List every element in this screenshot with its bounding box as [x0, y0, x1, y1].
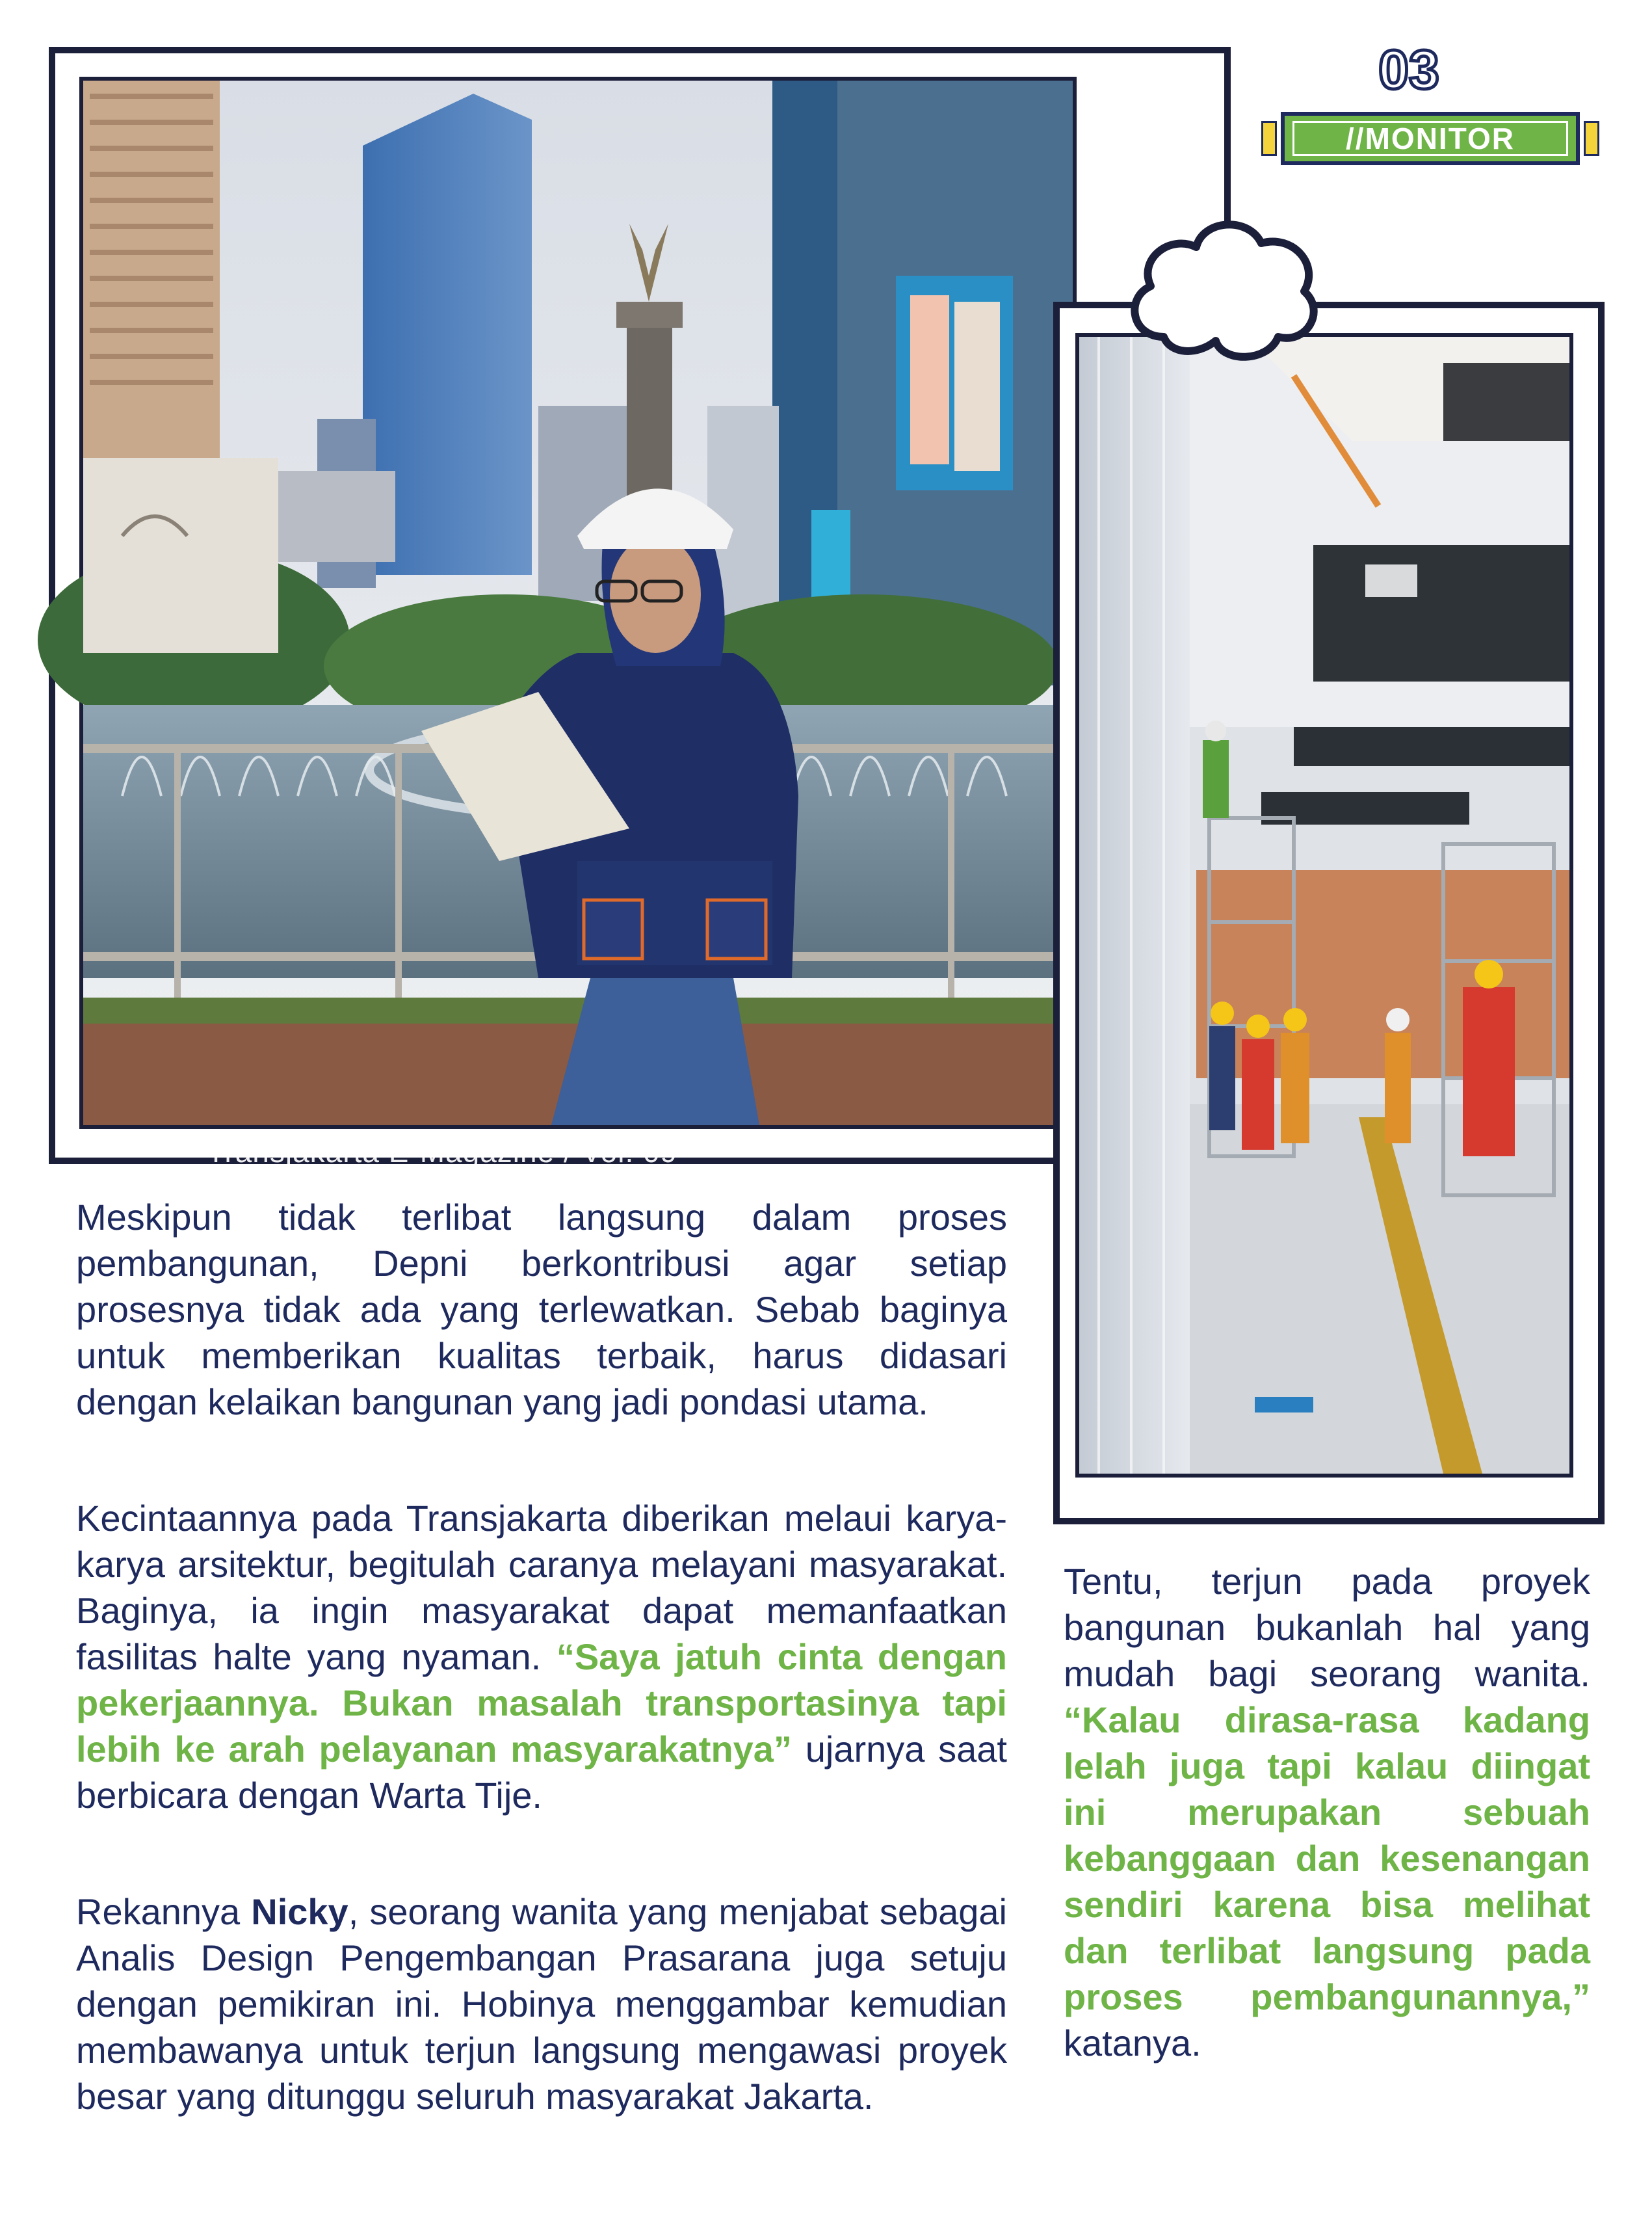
tag-body	[1281, 112, 1580, 165]
paragraph-2-tail: ujarnya saat berbicara dengan Warta Tije.	[76, 1729, 1007, 1816]
page-number	[1373, 39, 1445, 99]
tag-left-cap	[1261, 121, 1277, 156]
paragraph-4-text: Tentu, terjun pada proyek bangunan bukanlah hal yang mudah bagi seorang wanita.	[1064, 1561, 1590, 1694]
paragraph-4-tail: katanya.	[1064, 2022, 1201, 2063]
paragraph-3-name: Nicky	[251, 1891, 348, 1932]
section-tag-label: //MONITOR	[1346, 122, 1515, 155]
paragraph-2-text: Kecintaannya pada Transjakarta diberikan melaui karya-karya arsitektur, begitulah caranya melayani masyarakat. Baginya, ia ingin masyarakat dapat memanfaatkan fasilitas halte yang nyaman.	[76, 1498, 1007, 1677]
paragraph-1: Meskipun tidak terlibat langsung dalam proses pembangunan, Depni berkontribusi agar setiap prosesnya tidak ada yang terlewatkan. Sebab baginya untuk memberikan kualitas terbaik, harus didasari dengan kelaikan bangunan yang jadi pondasi utama.	[76, 1197, 1007, 1422]
paragraph-4-quote: “Kalau dirasa-rasa kadang lelah juga tapi kalau diingat ini merupakan sebuah kebanggaan dan kesenangan sendiri karena bisa melihat dan terlibat langsung pada proses pembangunannya,”	[1064, 1699, 1590, 2017]
paragraph-3	[76, 1889, 1007, 2119]
paragraph-2-quote: “Saya jatuh cinta dengan pekerjaannya. Bukan masalah transportasinya tapi lebih ke arah pelayanan masyarakatnya”	[76, 1636, 1007, 1770]
section-tag	[1261, 112, 1599, 165]
tag-right-cap	[1584, 121, 1599, 156]
paragraph-4	[1064, 1558, 1590, 2066]
paragraph-2	[76, 1495, 1007, 1818]
photo-engineer-at-roundabout	[79, 77, 1077, 1169]
svg-text:03: 03	[1378, 39, 1439, 100]
cloud-decoration	[1112, 200, 1326, 371]
paragraph-3-text: , seorang wanita yang menjabat sebagai Analis Design Pengembangan Prasarana juga setuju dengan pemikiran ini. Hobinya menggambar kemudian membawanya untuk terjun langsung mengawasi proyek besar yang ditunggu seluruh masyarakat Jakarta.	[76, 1891, 1007, 2117]
photo-station-construction	[1075, 333, 1573, 1478]
paragraph-3-lead: Rekannya	[76, 1891, 252, 1932]
photo-caption: Transjakarta E-Magazine / Vol. 09	[207, 1135, 678, 1169]
